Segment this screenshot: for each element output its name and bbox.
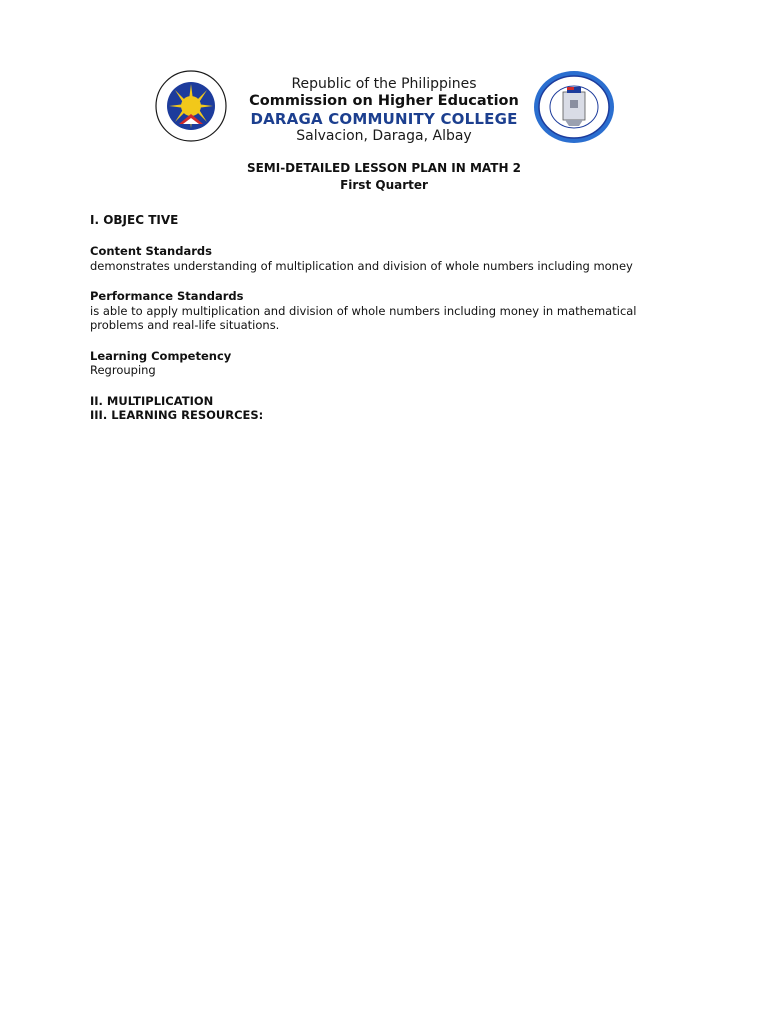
letterhead [0, 68, 768, 144]
multiplication-heading: II. MULTIPLICATION [90, 393, 214, 408]
learning-competency-label: Learning Competency [90, 348, 232, 363]
performance-standards-label: Performance Standards [90, 289, 244, 303]
agency-line: Commission on Higher Education [249, 93, 519, 109]
learning-competency-text: Regrouping [90, 363, 156, 377]
college-name: DARAGA COMMUNITY COLLEGE [250, 110, 518, 128]
ched-seal-icon [153, 70, 229, 142]
content-standards-text: demonstrates understanding of multiplication and division of whole numbers including money [90, 258, 633, 273]
daraga-community-college-seal-icon [533, 70, 615, 144]
learning-resources-heading: III. LEARNING RESOURCES: [90, 408, 264, 422]
college-address: Salvacion, Daraga, Albay [296, 128, 472, 144]
objective-heading: I. OBJEC TIVE [90, 213, 179, 227]
letterhead-text [238, 76, 530, 145]
document-title: SEMI-DETAILED LESSON PLAN IN MATH 2 [246, 161, 522, 175]
country-line: Republic of the Philippines [291, 76, 477, 92]
lesson-plan-body [90, 160, 690, 423]
performance-standards-text: is able to apply multiplication and division of whole numbers including money in mathematical problems and real-life situations. [90, 303, 637, 332]
content-standards-label: Content Standards [90, 244, 212, 258]
document-subtitle: First Quarter [340, 178, 428, 192]
